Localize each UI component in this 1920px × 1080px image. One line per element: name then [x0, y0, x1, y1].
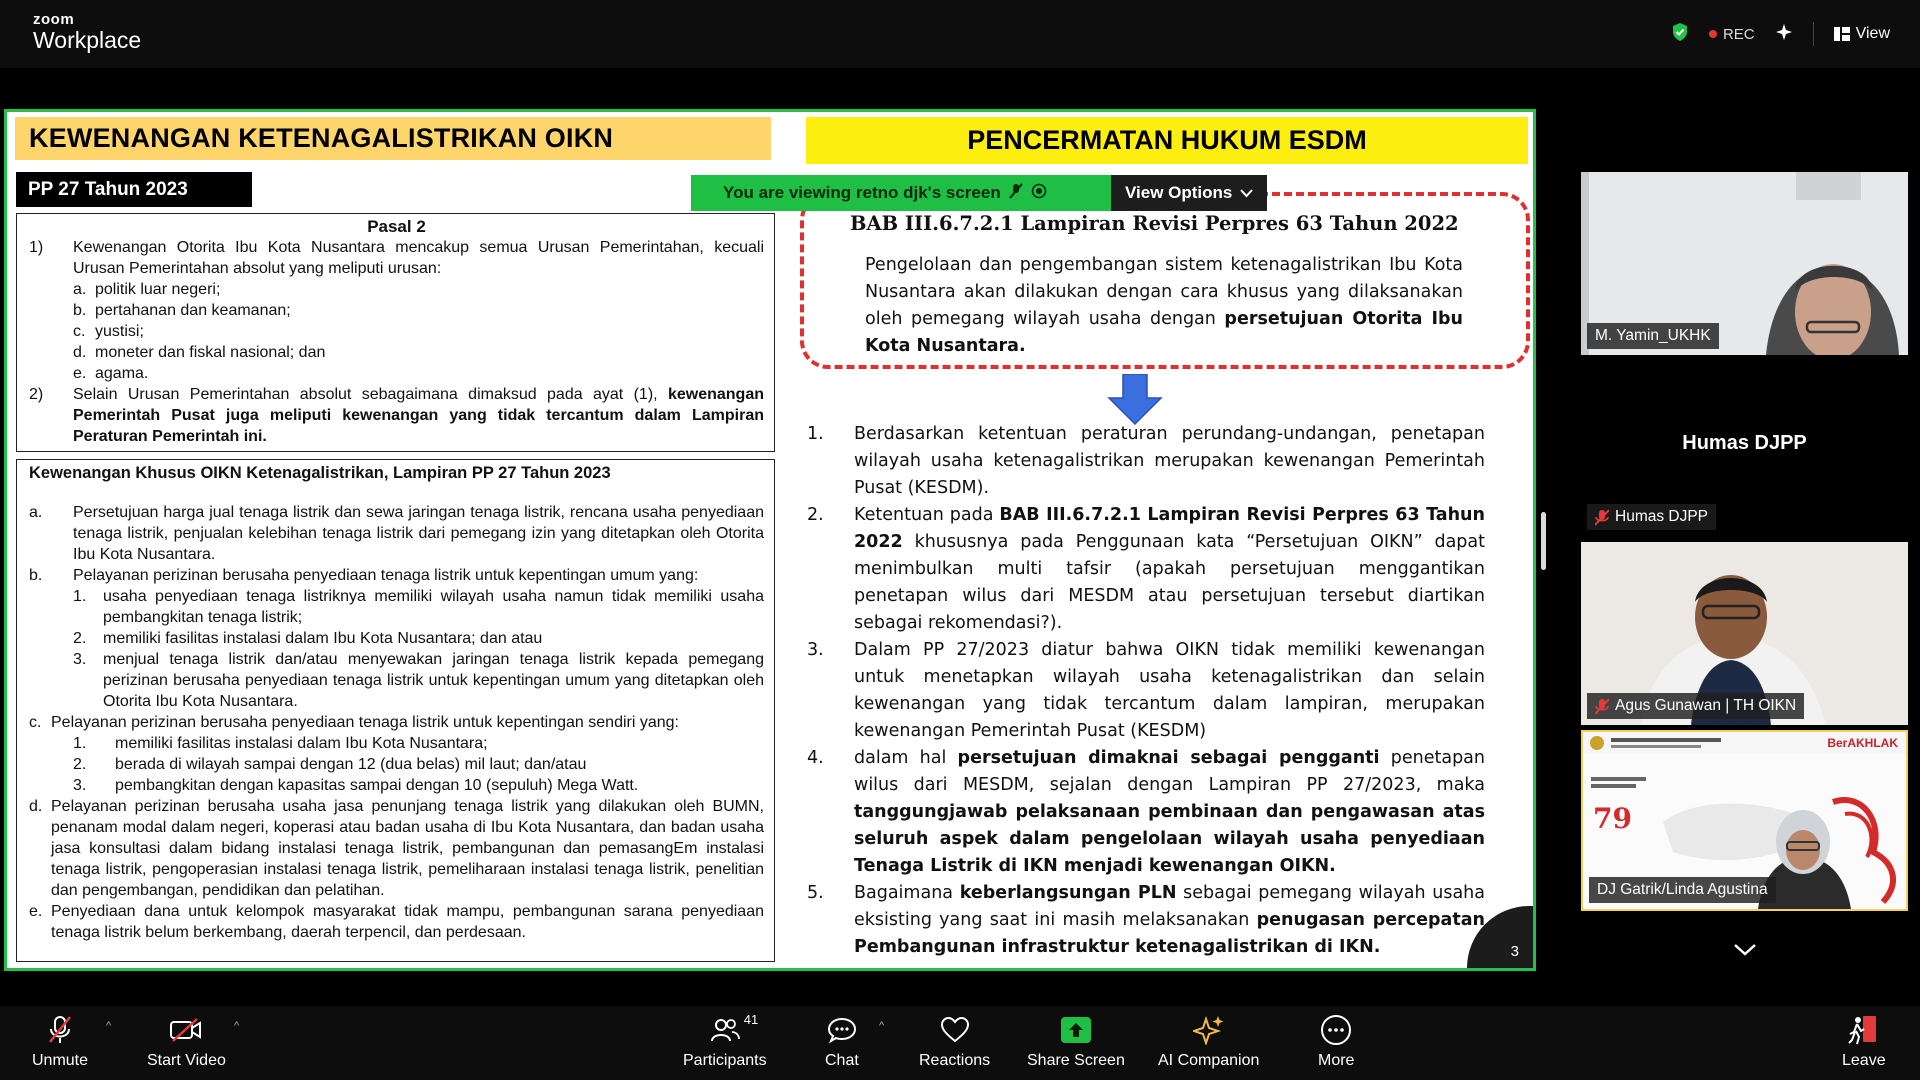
- leave-label: Leave: [1842, 1052, 1886, 1069]
- kewenangan-box: [16, 459, 775, 962]
- chat-button[interactable]: [825, 1014, 859, 1070]
- top-right-controls: [1671, 22, 1890, 46]
- page-number: 3: [1510, 943, 1519, 960]
- ai-sparkle-icon: [1193, 1014, 1225, 1046]
- heart-icon: [940, 1014, 970, 1046]
- leave-icon: [1847, 1014, 1881, 1046]
- reactions-button[interactable]: [919, 1014, 990, 1070]
- ai-companion-button[interactable]: [1158, 1014, 1259, 1070]
- pasal-item: 1) Kewenangan Otorita Ibu Kota Nusantara mencakup semua Urusan Pemerintahan, kecuali Urusan Pemerintahan absolut yang meliputi urusan:: [29, 239, 764, 277]
- bab-text: Pengelolaan dan pengembangan sistem ketenagalistrikan Ibu Kota Nusantara akan dilakukan dengan cara khusus yang dilaksanakan oleh pemegang wilayah usaha dengan persetujuan Otorita Ibu Kota Nusantara.: [865, 255, 1463, 356]
- pp-label: PP 27 Tahun 2023: [16, 172, 252, 207]
- unmute-label: Unmute: [32, 1052, 89, 1069]
- kewenangan-item: b. Pelayanan perizinan berusaha penyediaan tenaga listrik untuk kepentingan umum yang:: [29, 567, 699, 584]
- logo-product: Workplace: [33, 27, 142, 53]
- mic-muted-icon: [1595, 698, 1609, 715]
- kewenangan-item: a. Persetujuan harga jual tenaga listrik dan sewa jaringan tenaga listrik, rencana usaha penyediaan tenaga listrik, penjualan kelebihan tenaga listrik dari pemegang izin yang ditetapkan oleh Otorita Ibu Kota Nusantara.: [29, 504, 764, 563]
- participant-name-tag: M. Yamin_UKHK: [1587, 323, 1719, 349]
- security-shield-icon[interactable]: [1671, 22, 1689, 46]
- viewing-message: [691, 175, 1111, 211]
- start-video-label: Start Video: [147, 1052, 226, 1069]
- participant-name-tag: DJ Gatrik/Linda Agustina: [1589, 877, 1776, 903]
- kewenangan-sub-item: 2. berada di wilayah sampai dengan 12 (dua belas) mil laut; dan/atau: [73, 756, 587, 773]
- more-dots-icon: [1320, 1014, 1352, 1046]
- participant-name-tag: Humas DJPP: [1587, 504, 1716, 530]
- pasal-title: Pasal 2: [367, 217, 426, 236]
- more-label: More: [1318, 1052, 1355, 1069]
- kewenangan-sub-item: 3. menjual tenaga listrik dan/atau menyewakan jaringan tenaga listrik kepada pemegang perizinan berusaha penyediaan tenaga listrik untuk kepentingan umum yang ditetapkan oleh Otorita Ibu Kota Nusantara.: [73, 651, 764, 710]
- kewenangan-sub-item: 1. usaha penyediaan tenaga listriknya memiliki wilayah usaha namun tidak memiliki usaha pembangkitan tenaga listrik;: [73, 588, 764, 626]
- reactions-label: Reactions: [919, 1052, 991, 1069]
- participant-name-tag: Agus Gunawan | TH OIKN: [1587, 693, 1804, 719]
- gallery-resize-handle[interactable]: [1541, 512, 1546, 570]
- gallery-next-button[interactable]: [1733, 943, 1757, 962]
- analysis-list: [807, 421, 1485, 961]
- participants-icon: [710, 1012, 759, 1046]
- logo-brand: zoom: [33, 11, 75, 28]
- view-options-button[interactable]: [1111, 175, 1267, 211]
- video-options-caret[interactable]: ^: [234, 1020, 240, 1032]
- audio-options-caret[interactable]: ^: [106, 1020, 112, 1032]
- kewenangan-item: c. Pelayanan perizinan berusaha penyediaan tenaga listrik untuk kepentingan sendiri yang:: [29, 714, 679, 731]
- left-slide-header: KEWENANGAN KETENAGALISTRIKAN OIKN: [15, 117, 771, 160]
- ai-companion-label: AI Companion: [1158, 1052, 1260, 1069]
- viewing-text: You are viewing retno djk's screen: [723, 183, 1001, 202]
- analysis-item: 1. Berdasarkan ketentuan peraturan perundang-undangan, penetapan wilayah usaha ketenagalistrikan merupakan kewenangan Pemerintah Pusat (KESDM).: [807, 424, 1485, 498]
- participants-button[interactable]: [683, 1014, 767, 1070]
- participant-tile[interactable]: [1581, 730, 1908, 911]
- participants-count: 41: [743, 1012, 759, 1027]
- poster-number: 79: [1593, 802, 1632, 835]
- chat-icon: [827, 1014, 857, 1046]
- shared-screen: [4, 109, 1536, 971]
- kewenangan-item: d. Pelayanan perizinan berusaha usaha jasa penunjang tenaga listrik yang dilakukan oleh BUMN, penanam modal dalam negeri, koperasi atau badan usaha di Ibu Kota Nusantara, dan badan usaha jasa konsultasi dalam bidang instalasi tenaga listrik, pembangunan dan pemasangEm instalasi tenaga listrik, pengoperasian instalasi tenaga listrik, pemeliharaan instalasi tenaga listrik, penelitian dan pengembangan, pendidikan dan pelatihan.: [29, 798, 764, 899]
- right-slide-header: PENCERMATAN HUKUM ESDM: [806, 117, 1528, 164]
- analysis-item: 2. Ketentuan pada BAB III.6.7.2.1 Lampiran Revisi Perpres 63 Tahun 2022 khususnya pada Penggunaan kata “Persetujuan OIKN” dapat menimbulkan multi tafsir (apakah persetujuan menggantikan penetapan wilus dari MESDM atau persetujuan tersebut diartikan sebagai rekomendasi?).: [807, 505, 1485, 633]
- share-screen-icon: [1060, 1014, 1092, 1046]
- view-label: View: [1855, 25, 1890, 42]
- pasal-sub-item: a. politik luar negeri;: [73, 281, 221, 298]
- analysis-item: 4. dalam hal persetujuan dimaknai sebagai pengganti penetapan wilus dari MESDM, sejalan dengan Lampiran PP 27/2023, maka tanggungjawab pelaksanaan pembinaan dan pengawasan atas seluruh aspek dalam pengelolaan wilayah usaha penyediaan Tenaga Listrik di IKN menjadi kewenangan OIKN.: [807, 748, 1485, 876]
- video-off-icon: [169, 1014, 203, 1046]
- top-bar: [0, 0, 1920, 68]
- participant-display-name: Humas DJPP: [1682, 432, 1807, 454]
- pasal-item: 2) Selain Urusan Pemerintahan absolut sebagaimana dimaksud pada ayat (1), kewenangan Pemerintah Pusat juga meliputi kewenangan yang tidak tercantum dalam Lampiran Peraturan Pemerintah ini.: [29, 386, 764, 445]
- grid-view-icon: [1834, 27, 1850, 41]
- chat-label: Chat: [825, 1052, 859, 1069]
- chat-options-caret[interactable]: ^: [879, 1020, 885, 1032]
- sparkle-icon[interactable]: [1775, 23, 1793, 45]
- rec-label: REC: [1722, 25, 1755, 43]
- pasal-box: [16, 213, 775, 452]
- view-button[interactable]: [1834, 25, 1890, 43]
- kewenangan-sub-item: 2. memiliki fasilitas instalasi dalam Ibu Kota Nusantara; dan atau: [73, 630, 543, 647]
- meeting-toolbar: [0, 1006, 1920, 1080]
- analysis-item: 5. Bagaimana keberlangsungan PLN sebagai pemegang wilayah usaha eksisting yang saat ini masih melaksanakan penugasan percepatan Pembangunan infrastruktur ketenagalistrikan di IKN.: [807, 883, 1485, 957]
- kewenangan-item: e. Penyediaan dana untuk kelompok masyarakat tidak mampu, pembangunan sarana penyediaan tenaga listrik belum berkembang, daerah terpencil, dan perdesaan.: [29, 903, 764, 941]
- pasal-sub-item: c. yustisi;: [73, 323, 144, 340]
- chevron-down-icon: [1240, 189, 1253, 198]
- start-video-button[interactable]: [147, 1014, 226, 1070]
- poster-brand: BerAKHLAK: [1827, 736, 1898, 750]
- participant-tile[interactable]: [1581, 370, 1908, 536]
- bab-title: BAB III.6.7.2.1 Lampiran Revisi Perpres 63 Tahun 2022: [850, 212, 1459, 235]
- kewenangan-sub-item: 3. pembangkitan dengan kapasitas sampai dengan 10 (sepuluh) Mega Watt.: [73, 777, 639, 794]
- viewing-banner: [691, 175, 1267, 211]
- mic-off-icon: [1009, 183, 1023, 204]
- leave-button[interactable]: [1842, 1014, 1886, 1070]
- participant-tile[interactable]: [1581, 172, 1908, 355]
- recording-indicator[interactable]: [1709, 26, 1755, 43]
- rec-dot-icon: [1709, 30, 1717, 38]
- pasal-sub-item: d. moneter dan fiskal nasional; dan: [73, 344, 326, 361]
- mic-muted-icon: [1595, 509, 1609, 526]
- pasal-sub-item: e. agama.: [73, 365, 149, 382]
- record-dot-icon: [1031, 183, 1047, 204]
- participant-tile[interactable]: [1581, 542, 1908, 725]
- mic-muted-icon: [47, 1014, 73, 1046]
- zoom-logo: [33, 12, 141, 52]
- kewenangan-sub-item: 1. memiliki fasilitas instalasi dalam Ibu Kota Nusantara;: [73, 735, 488, 752]
- participants-label: Participants: [683, 1052, 767, 1069]
- more-button[interactable]: [1318, 1014, 1354, 1070]
- share-screen-button[interactable]: [1027, 1014, 1125, 1070]
- analysis-item: 3. Dalam PP 27/2023 diatur bahwa OIKN tidak memiliki kewenangan untuk menetapkan wilayah usaha ketenagalistrikan dan selain kewenangan yang tidak tercantum dalam lampiran, merupakan kewenangan Pemerintah Pusat (KESDM): [807, 640, 1485, 741]
- pasal-sub-item: b. pertahanan dan keamanan;: [73, 302, 291, 319]
- unmute-button[interactable]: [32, 1014, 88, 1070]
- share-screen-label: Share Screen: [1027, 1052, 1125, 1069]
- view-options-label: View Options: [1125, 183, 1233, 202]
- divider: [1813, 22, 1814, 46]
- kewenangan-title: Kewenangan Khusus OIKN Ketenagalistrikan, Lampiran PP 27 Tahun 2023: [29, 464, 611, 482]
- chevron-down-icon: [1733, 943, 1757, 957]
